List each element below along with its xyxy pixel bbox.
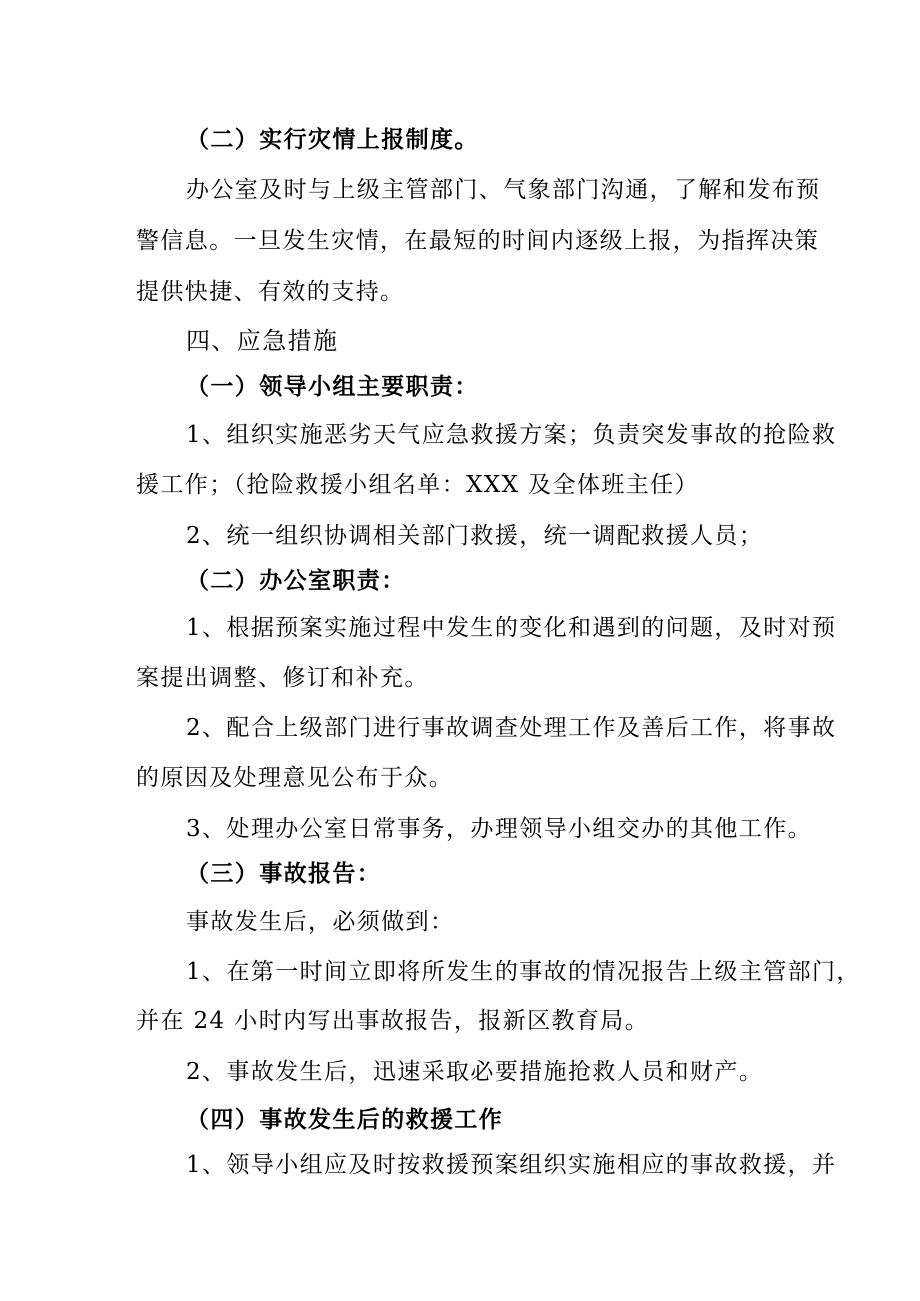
subheading-accident-report: （三）事故报告： bbox=[186, 860, 382, 887]
paragraph-line: 2、事故发生后，迅速采取必要措施抢救人员和财产。 bbox=[186, 1059, 764, 1085]
subheading-rescue-work: （四）事故发生后的救援工作 bbox=[186, 1106, 504, 1133]
paragraph-line: 提供快捷、有效的支持。 bbox=[136, 279, 405, 305]
paragraph-line: 事故发生后，必须做到： bbox=[186, 909, 455, 935]
paragraph-line: 警信息。一旦发生灾情，在最短的时间内逐级上报，为指挥决策 bbox=[136, 228, 820, 254]
subheading-office-duties: （二）办公室职责： bbox=[186, 567, 406, 594]
subheading-leadership-duties: （一）领导小组主要职责： bbox=[186, 373, 479, 400]
paragraph-line: 3、处理办公室日常事务，办理领导小组交办的其他工作。 bbox=[186, 816, 813, 842]
paragraph-line: 1、在第一时间立即将所发生的事故的情况报告上级主管部门， bbox=[186, 959, 861, 985]
paragraph-line: 1、组织实施恶劣天气应急救援方案；负责突发事故的抢险救 bbox=[186, 422, 837, 448]
paragraph-line: 案提出调整、修订和补充。 bbox=[136, 665, 429, 691]
paragraph-line: 2、配合上级部门进行事故调查处理工作及善后工作，将事故 bbox=[186, 715, 837, 741]
paragraph-line: 的原因及处理意见公布于众。 bbox=[136, 765, 454, 791]
paragraph-line: 援工作；（抢险救援小组名单：XXX 及全体班主任） bbox=[136, 472, 699, 498]
paragraph-line: 2、统一组织协调相关部门救援，统一调配救援人员； bbox=[186, 523, 764, 549]
section-heading-emergency-measures: 四、应急措施 bbox=[186, 327, 339, 355]
subheading-report-system: （二）实行灾情上报制度。 bbox=[186, 126, 479, 153]
paragraph-line: 办公室及时与上级主管部门、气象部门沟通，了解和发布预 bbox=[186, 177, 821, 203]
paragraph-line: 并在 24 小时内写出事故报告，报新区教育局。 bbox=[136, 1008, 650, 1034]
paragraph-line: 1、根据预案实施过程中发生的变化和遇到的问题，及时对预 bbox=[186, 615, 837, 641]
paragraph-line: 1、领导小组应及时按救援预案组织实施相应的事故救援，并 bbox=[186, 1152, 837, 1178]
